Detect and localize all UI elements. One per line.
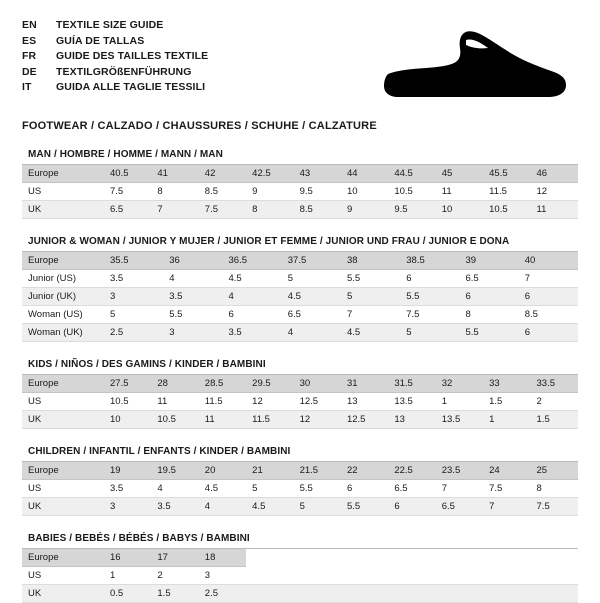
cell: 13 <box>341 393 388 411</box>
header <box>22 18 578 104</box>
cell: 7.5 <box>531 498 578 516</box>
cell: 10 <box>436 201 483 219</box>
cell: 6 <box>460 288 519 306</box>
cell: 3.5 <box>151 498 198 516</box>
language-row <box>22 34 352 50</box>
section-kids <box>22 356 578 429</box>
section-babies <box>22 530 578 603</box>
cell-empty <box>294 567 341 585</box>
language-title: GUIDE DES TAILLES TEXTILE <box>56 50 209 62</box>
cell: 5.5 <box>341 270 400 288</box>
cell: 7.5 <box>199 201 246 219</box>
cell: 44 <box>341 165 388 183</box>
cell: 4.5 <box>341 324 400 342</box>
cell: 10.5 <box>151 411 198 429</box>
cell: 16 <box>104 549 151 567</box>
cell: 6 <box>400 270 459 288</box>
cell: 13.5 <box>436 411 483 429</box>
cell: 46 <box>531 165 578 183</box>
cell: 13.5 <box>388 393 435 411</box>
language-code: IT <box>22 81 32 93</box>
cell: 11 <box>531 201 578 219</box>
language-row <box>22 18 352 34</box>
cell: 8.5 <box>199 183 246 201</box>
cell-empty <box>341 549 388 567</box>
cell: 4.5 <box>282 288 341 306</box>
cell: 7 <box>483 498 530 516</box>
cell: 29.5 <box>246 375 293 393</box>
language-title: GUÍA DE TALLAS <box>56 34 145 47</box>
row-label: UK <box>22 498 104 516</box>
cell: 5.5 <box>163 306 222 324</box>
cell: 1.5 <box>531 411 578 429</box>
cell: 3 <box>104 498 151 516</box>
table-row <box>22 462 578 480</box>
language-code: FR <box>22 50 37 62</box>
language-row <box>22 65 352 81</box>
language-title: GUIDA ALLE TAGLIE TESSILI <box>56 81 206 93</box>
cell: 5 <box>294 498 341 516</box>
cell: 5 <box>246 480 293 498</box>
row-label: Europe <box>22 375 104 393</box>
cell: 4.5 <box>223 270 282 288</box>
cell: 1 <box>483 411 530 429</box>
table-row <box>22 393 578 411</box>
cell-empty <box>341 567 388 585</box>
cell: 12.5 <box>294 393 341 411</box>
cell: 5 <box>400 324 459 342</box>
table-row <box>22 567 578 585</box>
cell: 7 <box>436 480 483 498</box>
cell: 5.5 <box>341 498 388 516</box>
cell: 38 <box>341 252 400 270</box>
cell: 10.5 <box>388 183 435 201</box>
row-label: Junior (US) <box>22 270 104 288</box>
language-code: EN <box>22 19 37 31</box>
cell: 13 <box>388 411 435 429</box>
cell: 23.5 <box>436 462 483 480</box>
cell: 44.5 <box>388 165 435 183</box>
cell-empty <box>436 549 483 567</box>
cell: 7.5 <box>104 183 151 201</box>
cell: 3.5 <box>223 324 282 342</box>
cell: 4 <box>199 498 246 516</box>
row-label: Europe <box>22 252 104 270</box>
row-label: Europe <box>22 462 104 480</box>
cell: 3 <box>163 324 222 342</box>
cell: 11 <box>151 393 198 411</box>
cell: 2 <box>531 393 578 411</box>
section-title: KIDS / NIÑOS / DES GAMINS / KINDER / BAMBINI <box>22 356 578 375</box>
section-title: CHILDREN / INFANTIL / ENFANTS / KINDER / BAMBINI <box>22 443 578 462</box>
cell: 5 <box>282 270 341 288</box>
size-table <box>22 549 578 603</box>
cell: 9 <box>246 183 293 201</box>
size-table <box>22 165 578 219</box>
cell-empty <box>531 549 578 567</box>
table-row <box>22 480 578 498</box>
section-title: MAN / HOMBRE / HOMME / MANN / MAN <box>22 146 578 165</box>
language-code: DE <box>22 65 37 78</box>
cell: 8 <box>460 306 519 324</box>
cell: 3.5 <box>104 270 163 288</box>
cell: 42.5 <box>246 165 293 183</box>
cell: 43 <box>294 165 341 183</box>
cell-empty <box>388 567 435 585</box>
cell: 7 <box>341 306 400 324</box>
row-label: UK <box>22 585 104 603</box>
row-label: Europe <box>22 165 104 183</box>
cell: 5.5 <box>294 480 341 498</box>
language-title: TEXTILGRÖßENFÜHRUNG <box>56 65 192 78</box>
size-table <box>22 375 578 429</box>
cell: 6 <box>341 480 388 498</box>
cell: 8 <box>151 183 198 201</box>
cell: 9.5 <box>294 183 341 201</box>
cell: 6.5 <box>104 201 151 219</box>
cell: 12 <box>294 411 341 429</box>
cell: 19.5 <box>151 462 198 480</box>
cell: 21 <box>246 462 293 480</box>
cell: 5 <box>341 288 400 306</box>
row-label: US <box>22 183 104 201</box>
table-row <box>22 549 578 567</box>
cell: 7 <box>151 201 198 219</box>
table-row <box>22 324 578 342</box>
cell: 9 <box>341 201 388 219</box>
cell: 8.5 <box>294 201 341 219</box>
cell: 4.5 <box>199 480 246 498</box>
cell: 36.5 <box>223 252 282 270</box>
cell: 6.5 <box>388 480 435 498</box>
cell: 4 <box>282 324 341 342</box>
cell: 38.5 <box>400 252 459 270</box>
cell: 12 <box>246 393 293 411</box>
section-title: BABIES / BEBÉS / BÉBÉS / BABYS / BAMBINI <box>22 530 578 549</box>
cell: 22.5 <box>388 462 435 480</box>
section-children <box>22 443 578 516</box>
size-table <box>22 462 578 516</box>
cell: 22 <box>341 462 388 480</box>
category-line: FOOTWEAR / CALZADO / CHAUSSURES / SCHUHE / CALZATURE <box>22 120 377 132</box>
cell: 28.5 <box>199 375 246 393</box>
table-row <box>22 498 578 516</box>
language-row <box>22 80 352 96</box>
cell-empty <box>246 549 293 567</box>
table-row <box>22 270 578 288</box>
cell: 12 <box>531 183 578 201</box>
cell: 5 <box>104 306 163 324</box>
cell: 27.5 <box>104 375 151 393</box>
section-man <box>22 146 578 219</box>
row-label: US <box>22 567 104 585</box>
row-label: Woman (US) <box>22 306 104 324</box>
cell: 2 <box>151 567 198 585</box>
cell: 3.5 <box>163 288 222 306</box>
cell: 25 <box>531 462 578 480</box>
table-row <box>22 252 578 270</box>
cell: 11.5 <box>483 183 530 201</box>
cell: 1.5 <box>151 585 198 603</box>
cell: 32 <box>436 375 483 393</box>
cell: 42 <box>199 165 246 183</box>
cell: 4 <box>163 270 222 288</box>
row-label: Junior (UK) <box>22 288 104 306</box>
cell-empty <box>436 567 483 585</box>
cell: 31.5 <box>388 375 435 393</box>
cell: 20 <box>199 462 246 480</box>
language-code: ES <box>22 34 37 47</box>
cell: 41 <box>151 165 198 183</box>
cell: 36 <box>163 252 222 270</box>
cell: 3.5 <box>104 480 151 498</box>
cell: 0.5 <box>104 585 151 603</box>
row-label: US <box>22 480 104 498</box>
cell: 7 <box>519 270 578 288</box>
cell: 12.5 <box>341 411 388 429</box>
table-row <box>22 201 578 219</box>
cell: 3 <box>104 288 163 306</box>
cell: 33 <box>483 375 530 393</box>
cell: 18 <box>199 549 246 567</box>
cell: 11 <box>199 411 246 429</box>
table-row <box>22 306 578 324</box>
cell: 10 <box>104 411 151 429</box>
row-label: US <box>22 393 104 411</box>
language-row <box>22 49 352 65</box>
cell: 7.5 <box>483 480 530 498</box>
cell: 39 <box>460 252 519 270</box>
cell: 1 <box>436 393 483 411</box>
dress-shoe-silhouette-icon <box>380 30 570 104</box>
cell: 40 <box>519 252 578 270</box>
row-label: Woman (UK) <box>22 324 104 342</box>
section-title: JUNIOR & WOMAN / JUNIOR Y MUJER / JUNIOR ET FEMME / JUNIOR UND FRAU / JUNIOR E DONA <box>22 233 578 252</box>
cell: 10 <box>341 183 388 201</box>
cell: 5.5 <box>460 324 519 342</box>
cell: 6.5 <box>460 270 519 288</box>
cell: 35.5 <box>104 252 163 270</box>
cell: 8.5 <box>519 306 578 324</box>
cell: 1.5 <box>483 393 530 411</box>
cell-empty <box>483 567 530 585</box>
cell: 6 <box>519 324 578 342</box>
cell: 17 <box>151 549 198 567</box>
cell: 19 <box>104 462 151 480</box>
cell: 2.5 <box>104 324 163 342</box>
cell-empty <box>531 567 578 585</box>
table-row <box>22 288 578 306</box>
section-junior-woman <box>22 233 578 342</box>
cell-empty <box>294 549 341 567</box>
cell-empty <box>246 567 293 585</box>
cell: 40.5 <box>104 165 151 183</box>
language-title-list <box>22 18 352 96</box>
table-row <box>22 375 578 393</box>
table-row <box>22 165 578 183</box>
cell: 24 <box>483 462 530 480</box>
cell: 8 <box>246 201 293 219</box>
row-label: Europe <box>22 549 104 567</box>
cell: 6.5 <box>282 306 341 324</box>
cell: 4.5 <box>246 498 293 516</box>
cell: 6 <box>388 498 435 516</box>
cell: 1 <box>104 567 151 585</box>
cell: 8 <box>531 480 578 498</box>
cell: 10.5 <box>483 201 530 219</box>
cell: 31 <box>341 375 388 393</box>
cell: 11.5 <box>246 411 293 429</box>
cell: 4 <box>151 480 198 498</box>
cell: 6 <box>519 288 578 306</box>
cell: 28 <box>151 375 198 393</box>
table-row <box>22 411 578 429</box>
cell: 45 <box>436 165 483 183</box>
cell: 4 <box>223 288 282 306</box>
table-row <box>22 183 578 201</box>
cell-empty <box>483 549 530 567</box>
cell-empty <box>388 549 435 567</box>
row-label: UK <box>22 411 104 429</box>
language-title: TEXTILE SIZE GUIDE <box>56 19 164 31</box>
cell: 7.5 <box>400 306 459 324</box>
cell: 3 <box>199 567 246 585</box>
cell: 30 <box>294 375 341 393</box>
cell: 45.5 <box>483 165 530 183</box>
cell: 6 <box>223 306 282 324</box>
row-label: UK <box>22 201 104 219</box>
cell: 37.5 <box>282 252 341 270</box>
cell: 6.5 <box>436 498 483 516</box>
cell: 2.5 <box>199 585 246 603</box>
cell: 11 <box>436 183 483 201</box>
cell: 11.5 <box>199 393 246 411</box>
cell: 9.5 <box>388 201 435 219</box>
cell: 10.5 <box>104 393 151 411</box>
cell: 33.5 <box>531 375 578 393</box>
size-table <box>22 252 578 342</box>
cell: 21.5 <box>294 462 341 480</box>
cell: 5.5 <box>400 288 459 306</box>
